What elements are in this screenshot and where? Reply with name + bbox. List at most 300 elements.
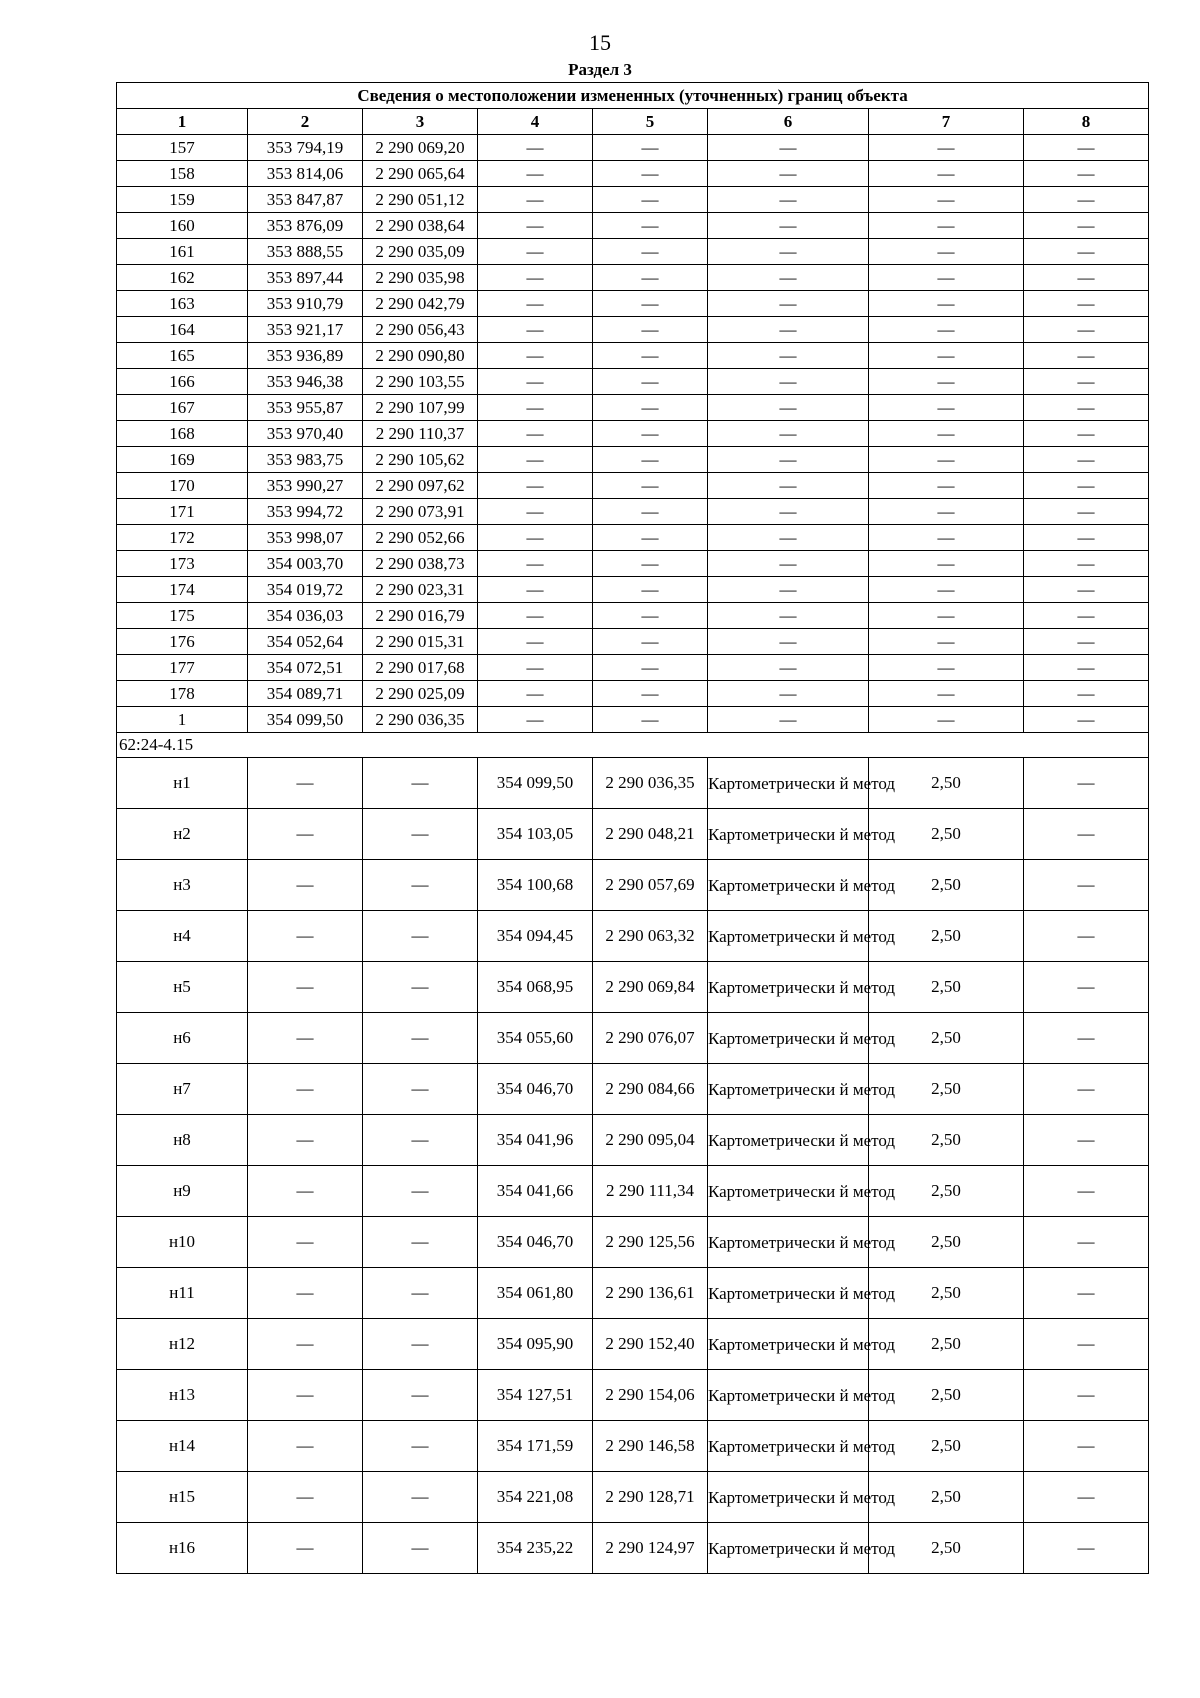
cell-c6: — [708, 499, 869, 525]
cell-c3: — [363, 962, 478, 1013]
table-row [117, 1319, 1149, 1370]
cell-c3: — [363, 1166, 478, 1217]
cell-c6: — [708, 369, 869, 395]
cell-c7: — [869, 265, 1024, 291]
cell-method: Картометрически й метод [708, 1523, 869, 1574]
cell-c2: — [248, 1115, 363, 1166]
cell-point: 172 [117, 525, 248, 551]
cell-c7: — [869, 681, 1024, 707]
cell-y: 2 290 063,32 [593, 911, 708, 962]
cell-point: 162 [117, 265, 248, 291]
cell-x: 353 847,87 [248, 187, 363, 213]
cell-point: 173 [117, 551, 248, 577]
cell-x: 354 003,70 [248, 551, 363, 577]
cell-point: н1 [117, 758, 248, 809]
cell-c5: — [593, 447, 708, 473]
cell-c8: — [1024, 962, 1149, 1013]
table-row [117, 525, 1149, 551]
cell-point: 177 [117, 655, 248, 681]
cell-c4: — [478, 681, 593, 707]
cell-c4: — [478, 707, 593, 733]
cell-c6: — [708, 265, 869, 291]
cell-x: 354 095,90 [478, 1319, 593, 1370]
table-row [117, 681, 1149, 707]
cell-c3: — [363, 1115, 478, 1166]
cell-x: 354 094,45 [478, 911, 593, 962]
cell-c8: — [1024, 421, 1149, 447]
cell-c8: — [1024, 809, 1149, 860]
cell-y: 2 290 017,68 [363, 655, 478, 681]
table-row [117, 317, 1149, 343]
cell-x: 353 990,27 [248, 473, 363, 499]
table-row [117, 395, 1149, 421]
table-row [117, 187, 1149, 213]
cell-x: 354 235,22 [478, 1523, 593, 1574]
cell-method: Картометрически й метод [708, 1013, 869, 1064]
cell-c7: — [869, 213, 1024, 239]
cell-c5: — [593, 421, 708, 447]
table-row [117, 369, 1149, 395]
column-header: 2 [248, 109, 363, 135]
cell-accuracy: 2,50 [869, 1370, 1024, 1421]
cell-c8: — [1024, 911, 1149, 962]
cell-c7: — [869, 499, 1024, 525]
table-row [117, 1217, 1149, 1268]
cell-c8: — [1024, 707, 1149, 733]
cell-c3: — [363, 1370, 478, 1421]
cell-c2: — [248, 1268, 363, 1319]
cell-y: 2 290 038,64 [363, 213, 478, 239]
cell-c8: — [1024, 317, 1149, 343]
cell-x: 353 876,09 [248, 213, 363, 239]
cell-c8: — [1024, 1472, 1149, 1523]
cell-c3: — [363, 809, 478, 860]
cell-x: 353 888,55 [248, 239, 363, 265]
cell-c4: — [478, 265, 593, 291]
cell-y: 2 290 090,80 [363, 343, 478, 369]
table-row [117, 213, 1149, 239]
cell-accuracy: 2,50 [869, 860, 1024, 911]
cell-c2: — [248, 1064, 363, 1115]
cell-x: 353 910,79 [248, 291, 363, 317]
cell-y: 2 290 069,84 [593, 962, 708, 1013]
table-row [117, 135, 1149, 161]
cell-x: 354 072,51 [248, 655, 363, 681]
cell-c8: — [1024, 758, 1149, 809]
cell-c8: — [1024, 1064, 1149, 1115]
cell-method: Картометрически й метод [708, 1421, 869, 1472]
cell-method: Картометрически й метод [708, 1166, 869, 1217]
cell-c2: — [248, 1217, 363, 1268]
cell-y: 2 290 069,20 [363, 135, 478, 161]
column-header-row [117, 109, 1149, 135]
cell-c6: — [708, 317, 869, 343]
cell-x: 354 036,03 [248, 603, 363, 629]
cell-c7: — [869, 707, 1024, 733]
cell-c8: — [1024, 1523, 1149, 1574]
table-row [117, 1013, 1149, 1064]
table-row [117, 447, 1149, 473]
cell-point: н4 [117, 911, 248, 962]
cell-y: 2 290 035,98 [363, 265, 478, 291]
cell-y: 2 290 057,69 [593, 860, 708, 911]
cell-c8: — [1024, 265, 1149, 291]
cell-x: 354 099,50 [478, 758, 593, 809]
cell-method: Картометрически й метод [708, 1115, 869, 1166]
table-row [117, 1370, 1149, 1421]
cell-y: 2 290 016,79 [363, 603, 478, 629]
cell-c8: — [1024, 629, 1149, 655]
cell-c8: — [1024, 369, 1149, 395]
cell-x: 354 046,70 [478, 1064, 593, 1115]
cell-c7: — [869, 629, 1024, 655]
table-caption: Сведения о местоположении измененных (уточненных) границ объекта [117, 83, 1149, 109]
cell-y: 2 290 110,37 [363, 421, 478, 447]
cell-c8: — [1024, 860, 1149, 911]
cell-c5: — [593, 135, 708, 161]
cell-method: Картометрически й метод [708, 911, 869, 962]
cell-c6: — [708, 343, 869, 369]
table-row [117, 161, 1149, 187]
cell-point: 178 [117, 681, 248, 707]
cell-y: 2 290 035,09 [363, 239, 478, 265]
cell-c3: — [363, 1217, 478, 1268]
table-row [117, 551, 1149, 577]
cell-x: 353 794,19 [248, 135, 363, 161]
cell-c6: — [708, 577, 869, 603]
cell-c6: — [708, 395, 869, 421]
cell-method: Картометрически й метод [708, 1217, 869, 1268]
cell-y: 2 290 065,64 [363, 161, 478, 187]
cell-c3: — [363, 1268, 478, 1319]
cell-y: 2 290 146,58 [593, 1421, 708, 1472]
cell-y: 2 290 025,09 [363, 681, 478, 707]
cell-x: 354 089,71 [248, 681, 363, 707]
cell-accuracy: 2,50 [869, 911, 1024, 962]
table-row [117, 758, 1149, 809]
cell-c6: — [708, 681, 869, 707]
table-row [117, 860, 1149, 911]
cell-c4: — [478, 291, 593, 317]
cell-method: Картометрически й метод [708, 860, 869, 911]
cell-c6: — [708, 707, 869, 733]
table-row [117, 577, 1149, 603]
cell-c4: — [478, 655, 593, 681]
cell-c2: — [248, 962, 363, 1013]
cell-c3: — [363, 911, 478, 962]
cell-c5: — [593, 369, 708, 395]
cell-c8: — [1024, 1421, 1149, 1472]
cell-method: Картометрически й метод [708, 1268, 869, 1319]
cell-y: 2 290 125,56 [593, 1217, 708, 1268]
cell-y: 2 290 056,43 [363, 317, 478, 343]
cell-point: 175 [117, 603, 248, 629]
cell-c8: — [1024, 291, 1149, 317]
cell-c8: — [1024, 681, 1149, 707]
cell-y: 2 290 076,07 [593, 1013, 708, 1064]
cell-x: 354 061,80 [478, 1268, 593, 1319]
cell-point: н8 [117, 1115, 248, 1166]
cell-c8: — [1024, 603, 1149, 629]
cell-x: 353 994,72 [248, 499, 363, 525]
cell-y: 2 290 105,62 [363, 447, 478, 473]
cell-x: 354 055,60 [478, 1013, 593, 1064]
cell-c8: — [1024, 499, 1149, 525]
coordinates-table [116, 82, 1149, 1574]
table-row [117, 1115, 1149, 1166]
cell-c7: — [869, 395, 1024, 421]
cell-c2: — [248, 1370, 363, 1421]
cell-c7: — [869, 577, 1024, 603]
cell-y: 2 290 038,73 [363, 551, 478, 577]
cell-c7: — [869, 473, 1024, 499]
cell-y: 2 290 152,40 [593, 1319, 708, 1370]
cell-x: 354 068,95 [478, 962, 593, 1013]
cell-point: н9 [117, 1166, 248, 1217]
table-row [117, 962, 1149, 1013]
table-row [117, 1472, 1149, 1523]
cell-c4: — [478, 369, 593, 395]
cell-c8: — [1024, 473, 1149, 499]
cell-x: 354 099,50 [248, 707, 363, 733]
cell-c4: — [478, 629, 593, 655]
cell-c2: — [248, 1421, 363, 1472]
cell-c6: — [708, 551, 869, 577]
cell-c5: — [593, 499, 708, 525]
cell-point: н10 [117, 1217, 248, 1268]
cell-y: 2 290 036,35 [593, 758, 708, 809]
cell-c6: — [708, 603, 869, 629]
cell-c5: — [593, 317, 708, 343]
cell-y: 2 290 097,62 [363, 473, 478, 499]
cell-c2: — [248, 911, 363, 962]
cell-x: 353 814,06 [248, 161, 363, 187]
cell-c7: — [869, 239, 1024, 265]
new-points-body [117, 758, 1149, 1574]
cell-point: 159 [117, 187, 248, 213]
cell-c5: — [593, 239, 708, 265]
cell-x: 354 041,66 [478, 1166, 593, 1217]
cell-c7: — [869, 187, 1024, 213]
cell-point: 166 [117, 369, 248, 395]
page-number: 15 [589, 30, 611, 55]
cell-x: 354 019,72 [248, 577, 363, 603]
cell-c6: — [708, 447, 869, 473]
cell-c3: — [363, 1421, 478, 1472]
cell-point: 169 [117, 447, 248, 473]
cell-accuracy: 2,50 [869, 1523, 1024, 1574]
table-row [117, 1166, 1149, 1217]
cell-y: 2 290 015,31 [363, 629, 478, 655]
cell-point: 170 [117, 473, 248, 499]
cell-c4: — [478, 525, 593, 551]
cell-c4: — [478, 473, 593, 499]
table-row [117, 343, 1149, 369]
cell-x: 353 897,44 [248, 265, 363, 291]
cell-c8: — [1024, 395, 1149, 421]
table-row [117, 707, 1149, 733]
cell-method: Картометрически й метод [708, 1472, 869, 1523]
cell-c4: — [478, 239, 593, 265]
cell-accuracy: 2,50 [869, 809, 1024, 860]
cell-c8: — [1024, 1013, 1149, 1064]
cell-c7: — [869, 655, 1024, 681]
cell-c4: — [478, 343, 593, 369]
cell-c6: — [708, 473, 869, 499]
cell-c6: — [708, 213, 869, 239]
cell-accuracy: 2,50 [869, 1217, 1024, 1268]
cell-point: н16 [117, 1523, 248, 1574]
cell-point: 161 [117, 239, 248, 265]
cell-x: 353 983,75 [248, 447, 363, 473]
cell-c5: — [593, 187, 708, 213]
cell-x: 354 046,70 [478, 1217, 593, 1268]
cell-c3: — [363, 1523, 478, 1574]
cell-c7: — [869, 343, 1024, 369]
cell-c4: — [478, 135, 593, 161]
cell-c8: — [1024, 1268, 1149, 1319]
table-row [117, 603, 1149, 629]
cell-c5: — [593, 707, 708, 733]
cell-c8: — [1024, 551, 1149, 577]
column-header: 5 [593, 109, 708, 135]
cell-y: 2 290 084,66 [593, 1064, 708, 1115]
cell-point: 160 [117, 213, 248, 239]
cell-y: 2 290 042,79 [363, 291, 478, 317]
cell-c6: — [708, 629, 869, 655]
cell-x: 354 171,59 [478, 1421, 593, 1472]
cell-c5: — [593, 395, 708, 421]
cell-accuracy: 2,50 [869, 1115, 1024, 1166]
column-header: 4 [478, 109, 593, 135]
cell-y: 2 290 073,91 [363, 499, 478, 525]
cell-point: н14 [117, 1421, 248, 1472]
cell-c2: — [248, 1319, 363, 1370]
parcel-label: 62:24-4.15 [117, 733, 1149, 758]
cell-point: 163 [117, 291, 248, 317]
cell-c4: — [478, 421, 593, 447]
cell-c3: — [363, 1472, 478, 1523]
cell-point: 157 [117, 135, 248, 161]
cell-y: 2 290 023,31 [363, 577, 478, 603]
cell-y: 2 290 107,99 [363, 395, 478, 421]
cell-method: Картометрически й метод [708, 1319, 869, 1370]
cell-c4: — [478, 603, 593, 629]
cell-x: 353 955,87 [248, 395, 363, 421]
cell-c7: — [869, 551, 1024, 577]
cell-point: н13 [117, 1370, 248, 1421]
cell-y: 2 290 052,66 [363, 525, 478, 551]
cell-point: н12 [117, 1319, 248, 1370]
cell-c5: — [593, 603, 708, 629]
cell-point: н7 [117, 1064, 248, 1115]
cell-c5: — [593, 525, 708, 551]
cell-c4: — [478, 317, 593, 343]
cell-c2: — [248, 1523, 363, 1574]
existing-points-body [117, 135, 1149, 733]
cell-c5: — [593, 343, 708, 369]
cell-c5: — [593, 551, 708, 577]
cell-point: н15 [117, 1472, 248, 1523]
table-row [117, 473, 1149, 499]
cell-c8: — [1024, 1217, 1149, 1268]
cell-x: 353 921,17 [248, 317, 363, 343]
cell-x: 353 946,38 [248, 369, 363, 395]
cell-c6: — [708, 239, 869, 265]
cell-c2: — [248, 758, 363, 809]
cell-method: Картометрически й метод [708, 962, 869, 1013]
cell-c5: — [593, 291, 708, 317]
cell-accuracy: 2,50 [869, 962, 1024, 1013]
table-row [117, 1421, 1149, 1472]
cell-x: 354 100,68 [478, 860, 593, 911]
cell-point: 174 [117, 577, 248, 603]
cell-accuracy: 2,50 [869, 1268, 1024, 1319]
table-row [117, 629, 1149, 655]
cell-c2: — [248, 809, 363, 860]
cell-c5: — [593, 577, 708, 603]
cell-c7: — [869, 317, 1024, 343]
table-row [117, 265, 1149, 291]
cell-y: 2 290 111,34 [593, 1166, 708, 1217]
column-header: 1 [117, 109, 248, 135]
cell-y: 2 290 124,97 [593, 1523, 708, 1574]
cell-c2: — [248, 860, 363, 911]
cell-c4: — [478, 499, 593, 525]
cell-point: 164 [117, 317, 248, 343]
cell-c8: — [1024, 1166, 1149, 1217]
cell-c8: — [1024, 161, 1149, 187]
cell-point: 168 [117, 421, 248, 447]
cell-y: 2 290 128,71 [593, 1472, 708, 1523]
table-row [117, 239, 1149, 265]
cell-c7: — [869, 161, 1024, 187]
table-row [117, 499, 1149, 525]
cell-accuracy: 2,50 [869, 758, 1024, 809]
cell-point: н3 [117, 860, 248, 911]
cell-c7: — [869, 369, 1024, 395]
cell-point: 176 [117, 629, 248, 655]
cell-c4: — [478, 187, 593, 213]
cell-c5: — [593, 265, 708, 291]
cell-x: 354 052,64 [248, 629, 363, 655]
cell-c5: — [593, 681, 708, 707]
cell-accuracy: 2,50 [869, 1319, 1024, 1370]
cell-method: Картометрически й метод [708, 1064, 869, 1115]
cell-c8: — [1024, 135, 1149, 161]
cell-c4: — [478, 395, 593, 421]
cell-c2: — [248, 1013, 363, 1064]
cell-c8: — [1024, 1115, 1149, 1166]
column-header: 7 [869, 109, 1024, 135]
table-row [117, 421, 1149, 447]
cell-point: 167 [117, 395, 248, 421]
cell-point: н2 [117, 809, 248, 860]
table-row [117, 911, 1149, 962]
cell-x: 353 936,89 [248, 343, 363, 369]
cell-c3: — [363, 758, 478, 809]
cell-c4: — [478, 577, 593, 603]
cell-c3: — [363, 860, 478, 911]
cell-x: 354 103,05 [478, 809, 593, 860]
cell-x: 354 041,96 [478, 1115, 593, 1166]
cell-c3: — [363, 1319, 478, 1370]
cell-point: 171 [117, 499, 248, 525]
cell-c8: — [1024, 239, 1149, 265]
table-row [117, 1523, 1149, 1574]
cell-y: 2 290 051,12 [363, 187, 478, 213]
section-title: Раздел 3 [568, 60, 632, 79]
